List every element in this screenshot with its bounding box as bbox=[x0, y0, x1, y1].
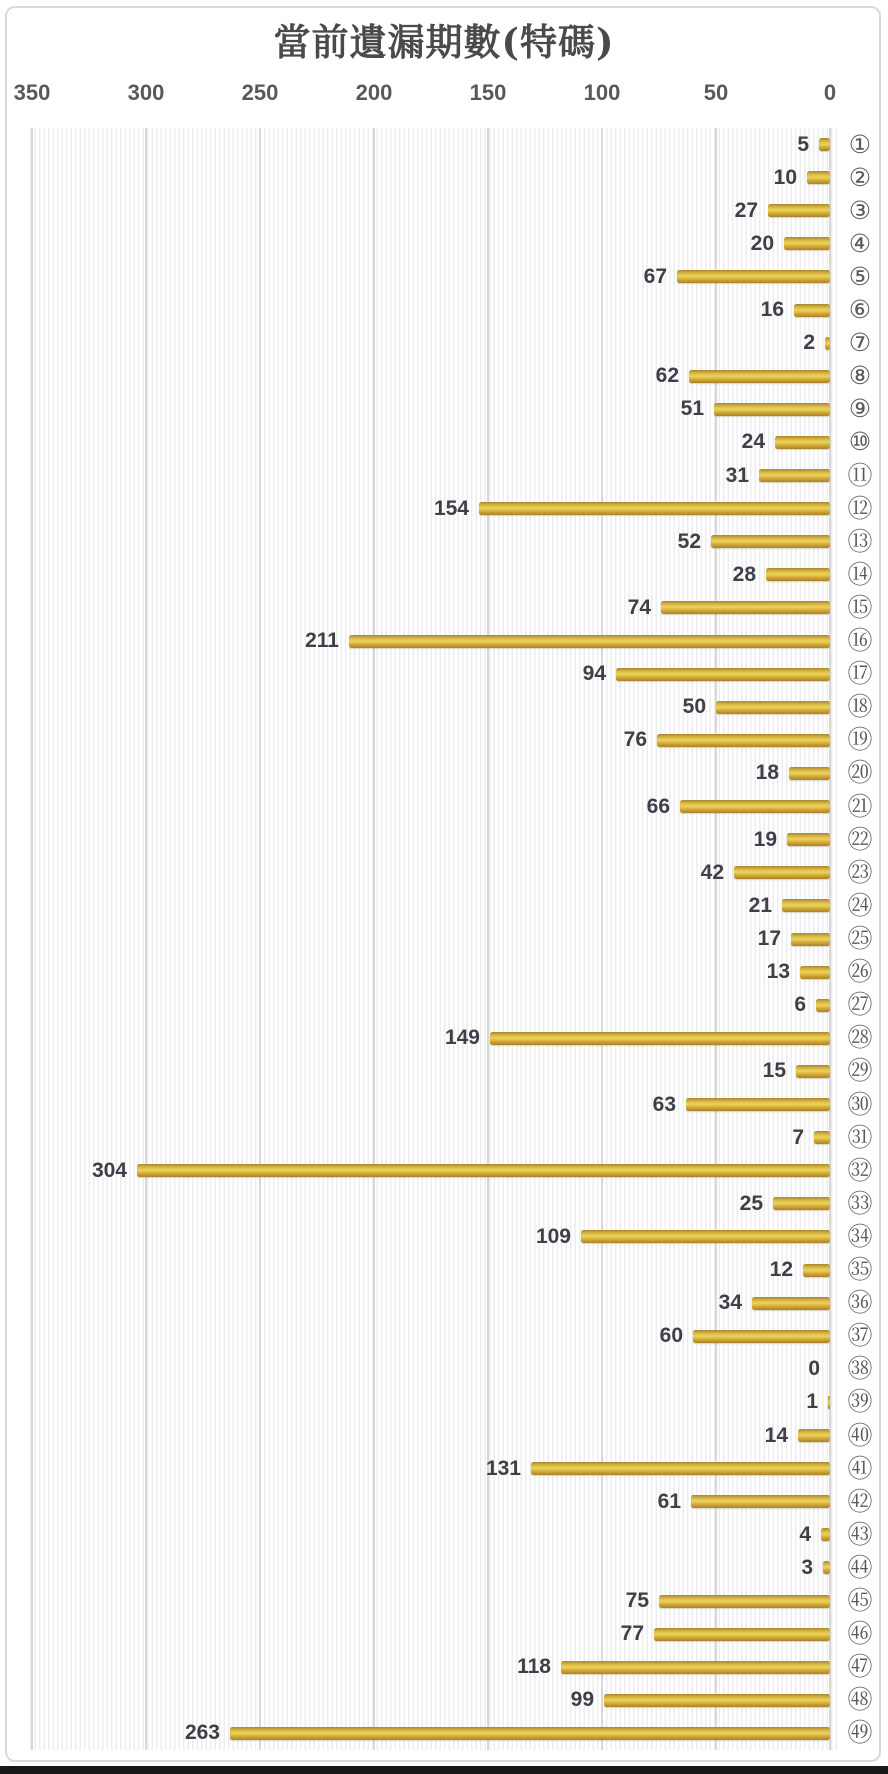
category-label: ㉘ bbox=[847, 1023, 873, 1053]
bar bbox=[490, 1032, 830, 1045]
x-tick-label: 300 bbox=[127, 80, 165, 105]
x-tick-label: 150 bbox=[469, 80, 507, 105]
category-axis bbox=[840, 128, 880, 1750]
category-label: ㊷ bbox=[847, 1486, 873, 1516]
bar bbox=[796, 1065, 830, 1078]
category-label: ⑰ bbox=[847, 659, 873, 689]
category-label: ⑨ bbox=[848, 394, 872, 424]
value-label: 263 bbox=[184, 1721, 220, 1745]
value-label: 34 bbox=[718, 1291, 742, 1315]
value-label: 2 bbox=[803, 331, 815, 355]
category-label: ⑫ bbox=[847, 493, 873, 523]
category-label: ⑩ bbox=[848, 427, 872, 457]
value-label: 66 bbox=[646, 794, 670, 818]
category-label: ⑱ bbox=[847, 692, 873, 722]
bar bbox=[803, 1264, 830, 1277]
bar bbox=[349, 635, 830, 648]
bar bbox=[789, 767, 830, 780]
gridline-100 bbox=[601, 128, 603, 1750]
bar bbox=[479, 502, 830, 515]
category-label: ⑯ bbox=[847, 626, 873, 656]
bar bbox=[734, 866, 830, 879]
value-label: 74 bbox=[627, 595, 651, 619]
category-label: ⑬ bbox=[847, 526, 873, 556]
bar bbox=[654, 1628, 830, 1641]
category-label: ㊴ bbox=[847, 1387, 873, 1417]
value-label: 25 bbox=[739, 1191, 763, 1215]
category-label: ③ bbox=[848, 195, 872, 225]
category-label: ㉙ bbox=[847, 1056, 873, 1086]
value-label: 42 bbox=[700, 860, 724, 884]
bar bbox=[716, 701, 830, 714]
value-label: 20 bbox=[750, 231, 774, 255]
bar bbox=[677, 270, 830, 283]
bar bbox=[581, 1230, 830, 1243]
bar bbox=[775, 436, 830, 449]
bar bbox=[821, 1528, 830, 1541]
value-label: 3 bbox=[801, 1555, 813, 1579]
value-label: 50 bbox=[682, 695, 706, 719]
category-label: ⑭ bbox=[847, 559, 873, 589]
value-label: 62 bbox=[655, 364, 679, 388]
category-label: ⑦ bbox=[848, 328, 872, 358]
x-tick-label: 250 bbox=[241, 80, 279, 105]
category-label: ㉓ bbox=[847, 857, 873, 887]
bar bbox=[791, 933, 830, 946]
bar bbox=[686, 1098, 830, 1111]
value-label: 7 bbox=[792, 1125, 804, 1149]
category-label: ㉟ bbox=[847, 1255, 873, 1285]
value-label: 52 bbox=[677, 529, 701, 553]
category-label: ㊹ bbox=[847, 1552, 873, 1582]
value-label: 13 bbox=[766, 960, 790, 984]
value-label: 149 bbox=[444, 1026, 480, 1050]
bar bbox=[816, 999, 830, 1012]
category-label: ㊲ bbox=[847, 1321, 873, 1351]
bar bbox=[768, 204, 830, 217]
bar bbox=[691, 1495, 830, 1508]
value-label: 118 bbox=[517, 1655, 551, 1679]
bar bbox=[714, 403, 830, 416]
value-label: 60 bbox=[659, 1324, 683, 1348]
bar bbox=[616, 668, 830, 681]
category-label: ⑧ bbox=[848, 361, 872, 391]
category-label: ㊱ bbox=[847, 1288, 873, 1318]
bar bbox=[782, 899, 830, 912]
value-label: 24 bbox=[741, 430, 765, 454]
category-label: ㊻ bbox=[847, 1619, 873, 1649]
bar bbox=[825, 337, 830, 350]
category-label: ⑳ bbox=[847, 758, 873, 788]
bar bbox=[657, 734, 830, 747]
value-label: 61 bbox=[657, 1489, 681, 1513]
x-tick-label: 0 bbox=[823, 80, 837, 105]
value-label: 6 bbox=[794, 993, 806, 1017]
category-label: ㉔ bbox=[847, 890, 873, 920]
value-label: 27 bbox=[734, 198, 758, 222]
value-label: 31 bbox=[725, 463, 749, 487]
value-label: 10 bbox=[773, 165, 797, 189]
value-label: 131 bbox=[485, 1456, 521, 1480]
gridline-250 bbox=[259, 128, 261, 1750]
bar bbox=[230, 1727, 830, 1740]
value-label: 67 bbox=[643, 264, 667, 288]
bar bbox=[787, 833, 830, 846]
value-label: 1 bbox=[806, 1390, 818, 1414]
category-label: ② bbox=[848, 162, 872, 192]
category-label: ㊸ bbox=[847, 1519, 873, 1549]
category-label: ㉒ bbox=[847, 824, 873, 854]
value-label: 19 bbox=[753, 827, 777, 851]
value-label: 17 bbox=[757, 927, 781, 950]
value-label: 76 bbox=[623, 728, 647, 752]
chart-title: 當前遺漏期數(特碼) bbox=[273, 20, 615, 64]
category-label: ⑲ bbox=[847, 725, 873, 755]
value-label: 77 bbox=[620, 1622, 644, 1646]
x-tick-label: 350 bbox=[13, 80, 51, 105]
category-label: ① bbox=[848, 129, 872, 159]
value-label: 99 bbox=[570, 1688, 594, 1712]
category-label: ㉛ bbox=[847, 1122, 873, 1152]
bar bbox=[798, 1429, 830, 1442]
bar bbox=[807, 171, 830, 184]
value-label: 63 bbox=[652, 1092, 676, 1116]
bar bbox=[604, 1694, 830, 1707]
bar bbox=[561, 1661, 830, 1674]
value-label: 211 bbox=[305, 629, 339, 653]
category-label: ⑤ bbox=[848, 261, 872, 291]
value-label: 5 bbox=[797, 132, 809, 156]
category-label: ④ bbox=[848, 228, 872, 258]
x-tick-label: 100 bbox=[583, 80, 621, 105]
category-label: ㉕ bbox=[847, 924, 873, 953]
value-label: 28 bbox=[732, 562, 756, 586]
category-label: ㉞ bbox=[847, 1221, 873, 1251]
category-label: ⑥ bbox=[848, 295, 872, 325]
x-tick-label: 200 bbox=[355, 80, 393, 105]
category-label: ㊾ bbox=[847, 1718, 873, 1748]
bar bbox=[711, 535, 830, 548]
value-label: 15 bbox=[762, 1059, 786, 1083]
category-label: ㉗ bbox=[847, 990, 873, 1020]
bar bbox=[680, 800, 830, 813]
bar bbox=[752, 1297, 830, 1310]
bar bbox=[814, 1131, 830, 1144]
category-label: ㊽ bbox=[847, 1685, 873, 1715]
value-label: 18 bbox=[755, 761, 779, 785]
bar bbox=[800, 966, 830, 979]
bar bbox=[661, 601, 830, 614]
bar bbox=[828, 1396, 830, 1409]
category-label: ㉚ bbox=[847, 1089, 873, 1119]
value-label: 154 bbox=[433, 496, 469, 520]
value-label: 12 bbox=[769, 1258, 793, 1282]
value-label: 21 bbox=[748, 893, 772, 917]
category-label: ㉝ bbox=[847, 1188, 873, 1218]
category-label: ㉑ bbox=[847, 791, 873, 821]
category-label: ㊶ bbox=[847, 1453, 873, 1483]
window-bottom-edge bbox=[0, 1766, 888, 1774]
bar bbox=[794, 304, 830, 317]
bar bbox=[689, 370, 830, 383]
value-label: 0 bbox=[808, 1357, 820, 1381]
category-label: ㊵ bbox=[847, 1420, 873, 1450]
value-label: 75 bbox=[625, 1589, 649, 1613]
bar bbox=[766, 568, 830, 581]
value-label: 14 bbox=[764, 1423, 788, 1447]
bar bbox=[819, 138, 830, 151]
gridline-350 bbox=[31, 128, 33, 1750]
category-label: ㊳ bbox=[847, 1354, 873, 1384]
value-label: 94 bbox=[582, 662, 606, 686]
bar bbox=[759, 469, 830, 482]
value-label: 51 bbox=[680, 397, 704, 421]
bar bbox=[693, 1330, 830, 1343]
category-label: ㊺ bbox=[847, 1586, 873, 1616]
gridline-150 bbox=[487, 128, 489, 1750]
gridline-300 bbox=[145, 128, 147, 1750]
category-label: ⑪ bbox=[847, 460, 873, 490]
plot-area bbox=[30, 128, 838, 1750]
category-label: ㉖ bbox=[847, 957, 873, 987]
value-label: 4 bbox=[799, 1522, 811, 1546]
x-tick-label: 50 bbox=[703, 80, 729, 105]
value-label: 109 bbox=[535, 1224, 571, 1248]
bar bbox=[823, 1561, 830, 1574]
gridline-200 bbox=[373, 128, 375, 1750]
bar bbox=[659, 1595, 830, 1608]
bar bbox=[773, 1197, 830, 1210]
category-label: ⑮ bbox=[847, 592, 873, 622]
category-label: ㉜ bbox=[847, 1155, 873, 1185]
value-label: 16 bbox=[760, 298, 784, 322]
bar bbox=[784, 237, 830, 250]
bar bbox=[137, 1164, 830, 1177]
category-label: ㊼ bbox=[847, 1652, 873, 1682]
bar bbox=[531, 1462, 830, 1475]
value-label: 304 bbox=[91, 1158, 127, 1182]
